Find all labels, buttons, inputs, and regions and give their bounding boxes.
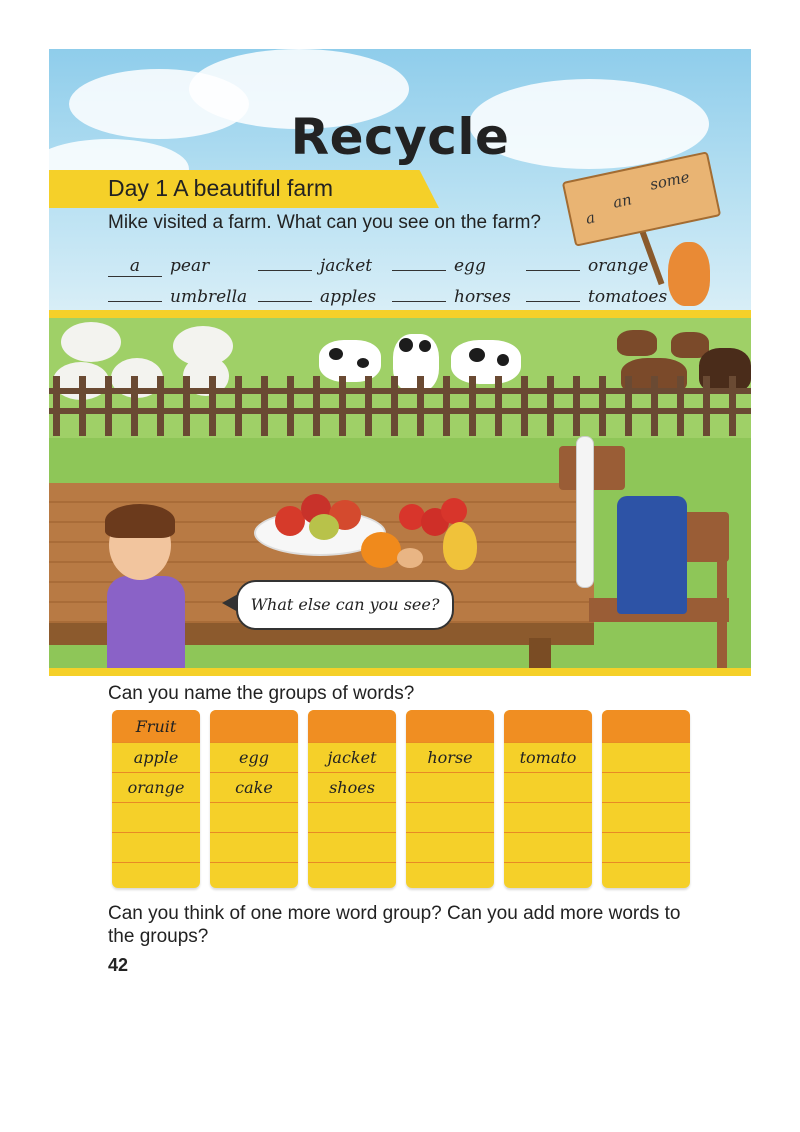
fill-in-item [258, 287, 376, 307]
group-word[interactable] [602, 742, 690, 772]
fence-post [131, 376, 138, 436]
fill-in-word: tomatoes [588, 287, 668, 307]
group-word[interactable] [308, 832, 396, 862]
group-word[interactable] [602, 832, 690, 862]
fence-post [625, 376, 632, 436]
closing-question: Can you think of one more word group? Can you add more words to the groups? [108, 903, 681, 947]
group-word[interactable] [210, 832, 298, 862]
fence-post [53, 376, 60, 436]
fence-post [365, 376, 372, 436]
fill-in-item [526, 287, 667, 307]
boy-hair [105, 504, 175, 538]
group-word[interactable] [112, 832, 200, 862]
group-word[interactable] [308, 802, 396, 832]
group-word[interactable] [406, 772, 494, 802]
fence-post [495, 376, 502, 436]
fence-post [339, 376, 346, 436]
horse [617, 330, 657, 356]
answer-blank[interactable] [258, 270, 312, 271]
fill-in-word: orange [588, 256, 649, 276]
group-word[interactable] [504, 802, 592, 832]
fill-in-word: pear [170, 256, 210, 276]
group-word[interactable] [112, 802, 200, 832]
sign-word: an [611, 190, 634, 212]
tomato [441, 498, 467, 524]
group-word[interactable]: apple [112, 742, 200, 772]
fill-in-item [108, 256, 209, 277]
fence-post [235, 376, 242, 436]
group-heading[interactable] [406, 710, 494, 742]
fence-post [547, 376, 554, 436]
answer-blank[interactable]: a [108, 256, 162, 277]
speech-bubble [236, 580, 454, 630]
word-group-card [504, 710, 592, 888]
fence-post [79, 376, 86, 436]
group-word[interactable] [602, 772, 690, 802]
group-word[interactable] [112, 862, 200, 888]
fill-in-item [392, 256, 486, 276]
chair-leg [717, 558, 727, 668]
fence-post [651, 376, 658, 436]
group-heading[interactable] [504, 710, 592, 742]
instruction-text: Mike visited a farm. What can you see on the farm? [108, 212, 541, 233]
group-word[interactable] [406, 862, 494, 888]
group-word[interactable] [602, 802, 690, 832]
fence-post [157, 376, 164, 436]
group-word[interactable] [308, 862, 396, 888]
group-word[interactable]: cake [210, 772, 298, 802]
fence-post [729, 376, 736, 436]
fence-post [469, 376, 476, 436]
fence-post [391, 376, 398, 436]
group-heading[interactable] [210, 710, 298, 742]
group-word[interactable]: horse [406, 742, 494, 772]
group-word[interactable] [504, 862, 592, 888]
group-word[interactable]: orange [112, 772, 200, 802]
group-word[interactable]: jacket [308, 742, 396, 772]
squirrel-illustration [668, 242, 710, 306]
fill-in-word: egg [454, 256, 486, 276]
fence-post [417, 376, 424, 436]
fill-in-word: apples [320, 287, 377, 307]
fill-in-word: jacket [320, 256, 373, 276]
umbrella [576, 436, 594, 588]
group-heading[interactable]: Fruit [112, 710, 200, 742]
group-word[interactable] [210, 802, 298, 832]
apple [309, 514, 339, 540]
answer-blank[interactable] [526, 301, 580, 302]
page-number: 42 [108, 955, 129, 975]
boy-body [107, 576, 185, 668]
word-group-card [406, 710, 494, 888]
fence-post [209, 376, 216, 436]
groups-question: Can you name the groups of words? [108, 683, 415, 704]
answer-blank[interactable] [392, 301, 446, 302]
word-group-card [112, 710, 200, 888]
answer-blank[interactable] [258, 301, 312, 302]
fence-post [703, 376, 710, 436]
fill-in-item [526, 256, 648, 276]
orange [361, 532, 401, 568]
fence-post [105, 376, 112, 436]
answer-blank[interactable] [108, 301, 162, 302]
fence-post [573, 376, 580, 436]
cow [451, 340, 521, 384]
fill-in-item [258, 256, 372, 276]
table-leg [529, 638, 551, 668]
group-heading[interactable] [308, 710, 396, 742]
fence-post [287, 376, 294, 436]
speech-bubble-text: What else can you see? [250, 595, 440, 614]
fence-post [677, 376, 684, 436]
group-heading[interactable] [602, 710, 690, 742]
fence-post [313, 376, 320, 436]
sign-word: some [648, 167, 692, 194]
sheep [61, 322, 121, 362]
group-word[interactable] [406, 802, 494, 832]
cow [393, 334, 439, 392]
group-word[interactable] [406, 832, 494, 862]
fence-post [261, 376, 268, 436]
fence-rail [49, 388, 751, 394]
group-word[interactable] [504, 832, 592, 862]
group-word[interactable]: shoes [308, 772, 396, 802]
fill-in-word: umbrella [170, 287, 248, 307]
word-group-card [210, 710, 298, 888]
page-title: Recycle [290, 108, 510, 166]
fence-rail [49, 408, 751, 414]
yellow-divider [49, 668, 751, 676]
fill-in-word: horses [454, 287, 511, 307]
pear [443, 522, 477, 570]
group-word[interactable] [210, 862, 298, 888]
sign-word: a [584, 208, 597, 228]
jacket [617, 496, 687, 614]
yellow-divider [49, 310, 751, 318]
group-word[interactable]: egg [210, 742, 298, 772]
group-word[interactable]: tomato [504, 742, 592, 772]
fence-post [183, 376, 190, 436]
group-word[interactable] [504, 772, 592, 802]
answer-blank[interactable] [526, 270, 580, 271]
word-group-card [308, 710, 396, 888]
fence-post [443, 376, 450, 436]
fill-in-item [108, 287, 247, 307]
egg [397, 548, 423, 568]
fill-in-item [392, 287, 511, 307]
day-heading: Day 1 A beautiful farm [108, 175, 334, 201]
group-word[interactable] [602, 862, 690, 888]
fence-post [599, 376, 606, 436]
word-group-card [602, 710, 690, 888]
fence-post [521, 376, 528, 436]
answer-blank[interactable] [392, 270, 446, 271]
